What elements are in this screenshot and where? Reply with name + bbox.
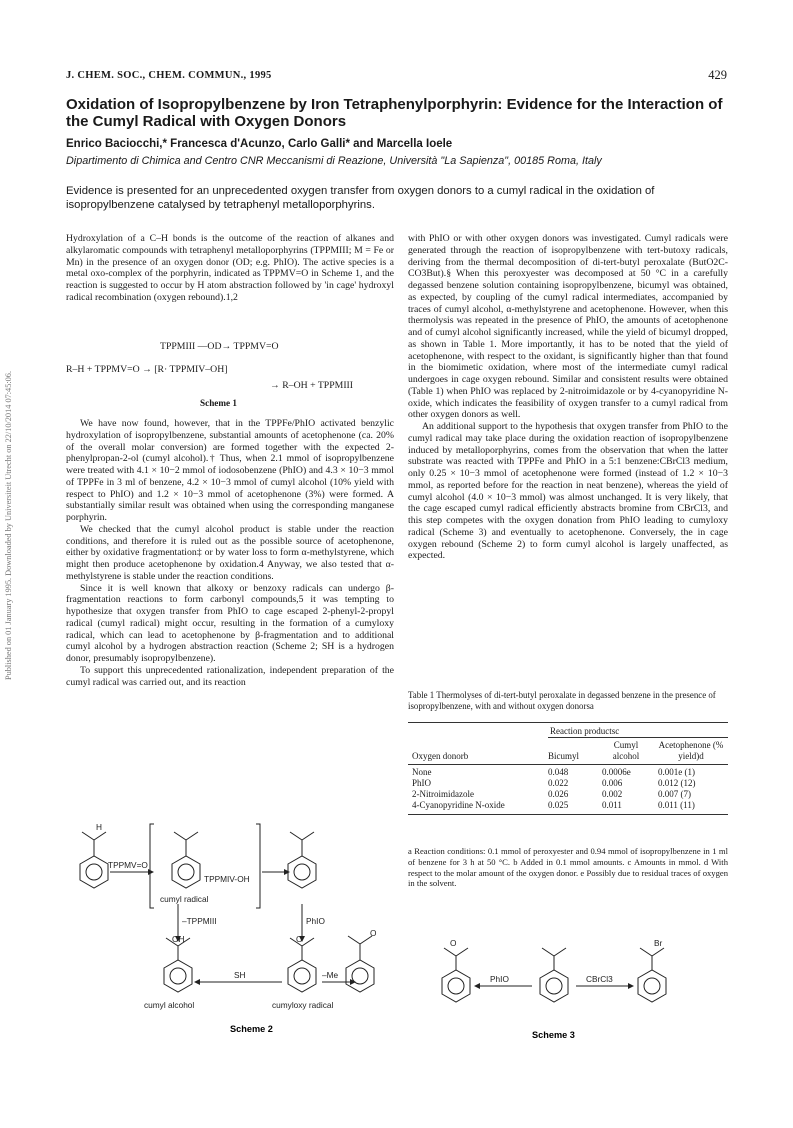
table-cell: 0.006 — [602, 778, 623, 788]
scheme-3-label: Scheme 3 — [532, 1030, 575, 1040]
methyl-loss-label: –Me — [322, 970, 339, 980]
table-cell: 0.025 — [548, 800, 569, 810]
table-cell: 0.002 — [602, 789, 623, 799]
cumyl-alcohol-label: cumyl alcohol — [144, 1000, 195, 1010]
table-row — [408, 767, 728, 778]
arrow-head — [194, 979, 200, 985]
abstract: Evidence is presented for an unprecedented oxygen transfer from oxygen donors to a cumyl radical in the oxidation of isopropylbenzene catalysed by tetraphenyl metalloporphyrins. — [66, 185, 655, 211]
page-number: 429 — [708, 68, 727, 82]
table-header-row — [408, 740, 728, 762]
bracket-left — [150, 824, 154, 908]
arrow-head — [284, 869, 290, 875]
left-column — [66, 233, 394, 304]
table-cell: 0.001e (1) — [658, 767, 695, 777]
reagent-sh: SH — [234, 970, 246, 980]
o-radical-label: O — [450, 938, 457, 948]
table-cell: 0.012 (12) — [658, 778, 696, 788]
reagent-cbrcl3: CBrCl3 — [586, 974, 613, 984]
journal-header: J. CHEM. SOC., CHEM. COMMUN., 1995 — [66, 70, 272, 81]
paragraph: with PhIO or with other oxygen donors was investigated. Cumyl radicals were generated through the reaction of isopropylbenzene with tert-butoxy radicals, deriving from the thermal decomposition of di-tert-butyl peroxalate (ButO2C-CO3But).§ When this peroxyester was decomposed at 50 °C in a carefully degassed benzene solution containing isopropylbenzene, bicumyl was obtained, as expected, by coupling of the cumyl radical intermediates, accompanied by traces of cumyl alcohol, α-methylstyrene and acetophenone. However, when this thermolysis was repeated in the presence of PhIO, the amounts of acetophenone and of cumyl alcohol significantly increased, while the yield of bicumyl dropped, as shown in Table 1. More importantly, it has to be noted that the yield of acetophenone, with respect to the oxidant, is significantly higher than that found in the biomimetic oxidation, where most of the intermediate cumyl radical undergoes in cage oxygen rebound. Similar and consistent results were obtained (Table 1) when PhIO was replaced by 2-nitroimidazole or by 4-cyanopyridine N-oxide, which indicates the feasibility of oxygen transfer to a cumyl radical from other oxygen donors as well. — [408, 233, 728, 421]
benzene-ring — [172, 856, 200, 888]
br-label: Br — [654, 938, 663, 948]
column-header: Oxygen donorb — [412, 751, 469, 761]
left-column-body — [66, 418, 394, 688]
paragraph: We checked that the cumyl alcohol product is stable under the reaction conditions, and therefore it is ruled out as the possible source of acetophenone, either by oxidative fragmentation‡ or by water loss to form α-methylstyrene, which might then produce acetophenone by oxidation.4 Anyway, we also tested that α-methylstyrene is stable under the reaction conditions. — [66, 523, 394, 582]
benzene-ring — [288, 960, 316, 992]
reagent-tppmvo: TPPMV=O — [108, 860, 148, 870]
reagent-phio: PhIO — [490, 974, 509, 984]
table-cell: None — [412, 767, 432, 777]
table-cell: 0.011 — [602, 800, 622, 810]
equation-3: → R–OH + TPPMIII — [270, 380, 354, 391]
paragraph: Hydroxylation of a C–H bonds is the outcome of the reaction of alkanes and alkylaromatic compounds with tetraphenyl metalloporphyrins (TPPMIII; M = Fe or Mn) in the presence of an oxygen donor (OD; e.g. PhIO). The active species is a metal oxo-complex of the porphyrin, indicated as TPPMV=O in Scheme 1, and the reaction is suggested to occur by H atom abstraction followed by 'in cage' hydroxyl radical recombination (oxygen rebound).1,2 — [66, 233, 394, 303]
equation-2: R–H + TPPMV=O → [R· TPPMIV–OH] — [66, 364, 228, 375]
cumyl-radical-label: cumyl radical — [160, 894, 209, 904]
table-cell: 0.026 — [548, 789, 569, 799]
table-cell: 0.007 (7) — [658, 789, 691, 799]
table-cell: 0.048 — [548, 767, 569, 777]
table-row — [408, 800, 728, 811]
table-cell: PhIO — [412, 778, 432, 788]
paragraph: We have now found, however, that in the TPPFe/PhIO activated benzylic hydroxylation of isopropylbenzene, substantial amounts of acetophenone (ca. 20% of the overall molar conversion) are formed together with the expected 2-phenylpropan-2-ol (cumyl alcohol).† Thus, when 2.1 mmol of isopropylbenzene were treated with 4.1 × 10−2 mmol of iodosobenzene (PhIO) and 4.3 × 10−3 mmol of TPPFe in 3 ml of benzene, 4.2 × 10−3 mmol of cumyl alcohol (10% yield with respect to PhIO) and 1.2 × 10−3 mmol of acetophenone (3%) were formed. A substantially similar result was obtained when using the corresponding manganese porphyrin. — [66, 418, 394, 523]
affiliation: Dipartimento di Chimica and Centro CNR Meccanismi di Reazione, Università "La Sapienza", 00185 Roma, Italy — [66, 155, 602, 167]
authors: Enrico Baciocchi,* Francesca d'Acunzo, Carlo Galli* and Marcella Ioele — [66, 138, 453, 150]
ketone-o-label: O — [370, 928, 377, 938]
column-header: Cumyl alcohol — [612, 740, 640, 761]
table-row — [408, 789, 728, 800]
table-cell: 0.0006e — [602, 767, 631, 777]
arrow-head — [474, 983, 480, 989]
reagent-tppmiii: –TPPMIII — [182, 916, 217, 926]
table-1-caption: Table 1 Thermolyses of di-tert-butyl peroxalate in degassed benzene in the presence of isopropylbenzene, with and without oxygen donorsa — [408, 690, 716, 711]
table-1 — [408, 722, 728, 815]
table-body — [408, 740, 728, 811]
h-label: H — [96, 822, 102, 832]
benzene-ring — [164, 960, 192, 992]
benzene-ring — [442, 970, 470, 1002]
arrow-head — [148, 869, 154, 875]
article-title: Oxidation of Isopropylbenzene by Iron Tetraphenylporphyrin: Evidence for the Interaction of the Cumyl Radical with Oxygen Donors — [66, 96, 723, 130]
benzene-ring — [346, 960, 374, 992]
paragraph: To support this unprecedented rationalization, independent preparation of the cumyl radical was carried out, and its reaction — [66, 664, 394, 688]
aromatic-circle — [86, 864, 102, 880]
equation-1: TPPMIII —OD→ TPPMV=O — [160, 341, 279, 352]
bracket-right — [256, 824, 260, 908]
benzene-ring — [80, 856, 108, 888]
paragraph: An additional support to the hypothesis that oxygen transfer from PhIO to the cumyl radical may take place during the oxidation reaction of isopropylbenzene induced by metalloporphyrins, comes from the observation that when the latter substrate was reacted with TPPFe and PhIO in a 5:1 benzene:CBrCl3 medium, only 0.25 × 10−3 mmol of acetophenone were formed (instead of 1.2 × 10−3 mmol, as reported before for the reaction in neat benzene), whereas the yield of cumyl alcohol (4.0 × 10−3 mmol) was almost unchanged. It is very likely, that the cage escaped cumyl radical efficiently abstracts bromine from CBrCl3, and this step competes with the oxygen donation from PhIO leading to cumyloxy radical (Scheme 3) and eventually to acetophenone. Conversely, the in cage oxygen rebound (Scheme 2) to form cumyl alcohol is largely unaffected, as expected. — [408, 421, 728, 562]
scheme-2-diagram — [60, 808, 400, 1036]
arrow-head — [628, 983, 634, 989]
download-note: Published on 01 January 1995. Downloaded by Universiteit Utrecht on 22/10/2014 07:45:06. — [4, 370, 13, 680]
paragraph: Since it is well known that alkoxy or benzoxy radicals can undergo β-fragmentation reactions to form carbonyl compounds,5 it was tempting to hypothesize that oxygen transfer from PhIO to cage escaped 2-phenyl-2-propyl radical (cumyl radical) might occur, resulting in the formation of a cumyloxy radical, which can lead to acetophenone by β-fragmentation and to additional cumyl alcohol by a hydrogen abstraction reaction (Scheme 2; SH is a hydrogen donor, presumably isopropylbenzene). — [66, 582, 394, 664]
table-cell: 2-Nitroimidazole — [412, 789, 474, 799]
o-radical-label: O — [296, 934, 303, 944]
oh-label: OH — [172, 934, 185, 944]
cumyloxy-radical-label: cumyloxy radical — [272, 1000, 334, 1010]
column-header: Acetophenone (% yield)d — [658, 740, 724, 761]
table-cell: 0.011 (11) — [658, 800, 695, 810]
table-cell: 4-Cyanopyridine N-oxide — [412, 800, 505, 810]
table-row — [408, 778, 728, 789]
benzene-ring — [288, 856, 316, 888]
table-1-footnote: a Reaction conditions: 0.1 mmol of peroxyester and 0.94 mmol of isopropylbenzene in 1 ml of benzene for 3 h at 50 °C. b Added in 0.1 mmol amounts. c Amounts in mmol. d With respect to the molar amount of the oxygen donor. e Possibly due to residual traces of oxygen in the solvent. — [408, 846, 728, 889]
benzene-ring — [638, 970, 666, 1002]
table-cell: 0.022 — [548, 778, 569, 788]
column-header: Bicumyl — [548, 751, 579, 761]
reagent-phio: PhIO — [306, 916, 325, 926]
scheme-2-label: Scheme 2 — [230, 1024, 273, 1034]
table-group-header: Reaction productsc — [550, 726, 620, 736]
right-column — [408, 233, 728, 562]
scheme-3-diagram — [420, 934, 740, 1044]
reagent-tppmivoh: TPPMIV-OH — [204, 874, 250, 884]
benzene-ring — [540, 970, 568, 1002]
scheme-1-label: Scheme 1 — [200, 398, 237, 408]
